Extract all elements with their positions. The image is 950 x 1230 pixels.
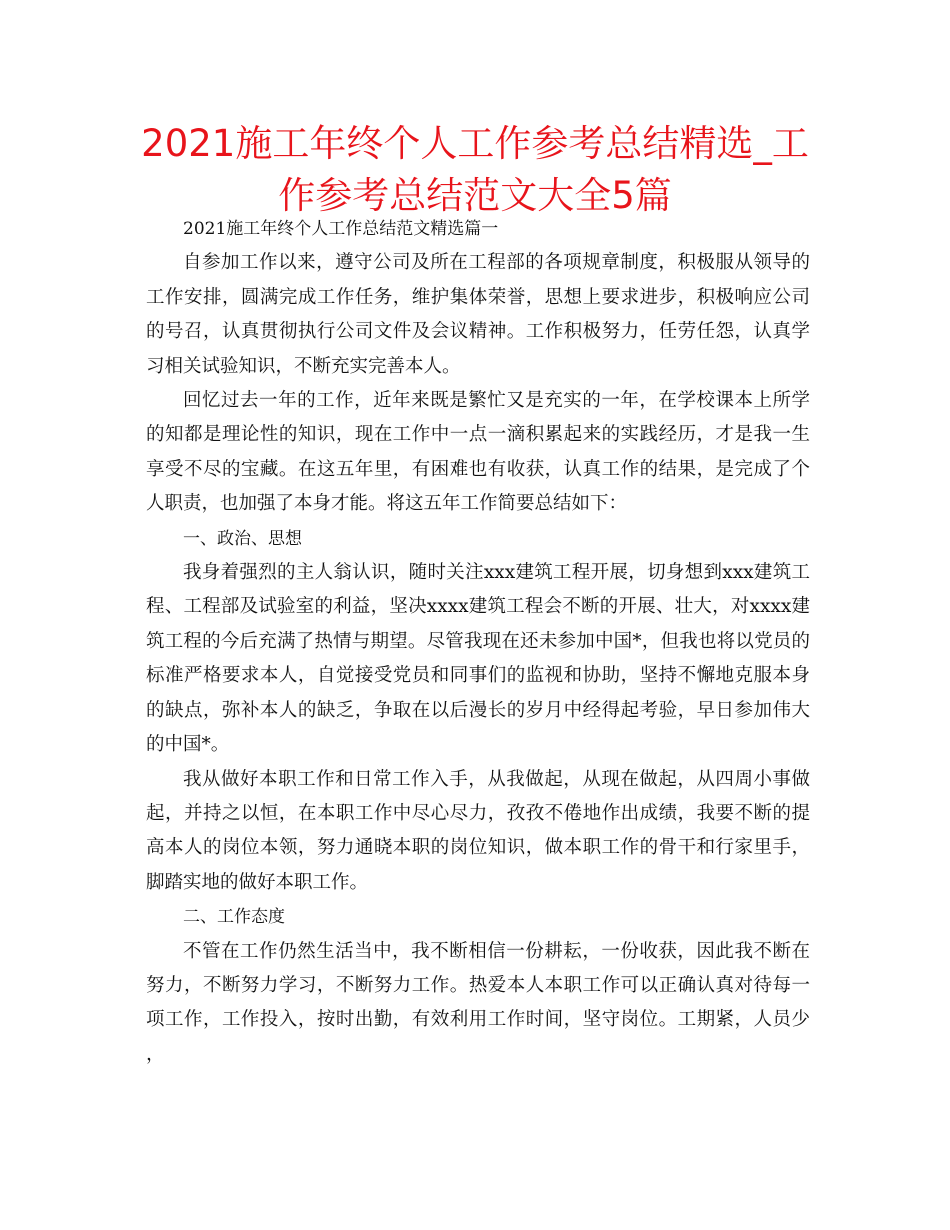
paragraph-daily-work: 我从做好本职工作和日常工作入手，从我做起，从现在做起，从四周小事做起，并持之以恒，在本职工作中尽心尽力，孜孜不倦地作出成绩，我要不断的提高本人的岗位本领，努力通晓本职的岗位知识，做本职工作的骨干和行家里手，脚踏实地的做好本职工作。 <box>146 768 810 893</box>
paragraph-intro: 自参加工作以来，遵守公司及所在工程部的各项规章制度，积极服从领导的工作安排，圆满完成工作任务，维护集体荣誉，思想上要求进步，积极响应公司的号召，认真贯彻执行公司文件及会议精神。工作积极努力，任劳任怨，认真学习相关试验知识，不断充实完善本人。 <box>146 252 810 377</box>
paragraph-politics: 我身着强烈的主人翁认识，随时关注xxx建筑工程开展，切身想到xxx建筑工程、工程部及试验室的利益，坚决xxxx建筑工程会不断的开展、壮大，对xxxx建筑工程的今后充满了热情与期望。尽管我现在还未参加中国*，但我也将以党员的标准严格要求本人，自觉接受党员和同事们的监视和协助，坚持不懈地克服本身的缺点，弥补本人的缺乏，争取在以后漫长的岁月中经得起考验，早日参加伟大的中国*。 <box>146 562 810 756</box>
document-body <box>146 212 810 1072</box>
document-title: 2021施工年终个人工作参考总结精选_工作参考总结范文大全5篇 <box>141 122 809 217</box>
section-heading-politics: 一、政治、思想 <box>183 528 302 549</box>
section-heading-attitude: 二、工作态度 <box>183 907 285 928</box>
paragraph-review: 回忆过去一年的工作，近年来既是繁忙又是充实的一年，在学校课本上所学的知都是理论性的知识，现在工作中一点一滴积累起来的实践经历，才是我一生享受不尽的宝藏。在这五年里，有困难也有收获，认真工作的结果，是完成了个人职责，也加强了本身才能。将这五年工作简要总结如下： <box>146 390 810 515</box>
paragraph-attitude: 不管在工作仍然生活当中，我不断相信一份耕耘，一份收获，因此我不断在努力，不断努力学习，不断努力工作。热爱本人本职工作可以正确认真对待每一项工作，工作投入，按时出勤，有效利用工作时间，坚守岗位。工期紧，人员少， <box>146 940 810 1065</box>
section-heading-article-one: 2021施工年终个人工作总结范文精选篇一 <box>183 219 499 239</box>
